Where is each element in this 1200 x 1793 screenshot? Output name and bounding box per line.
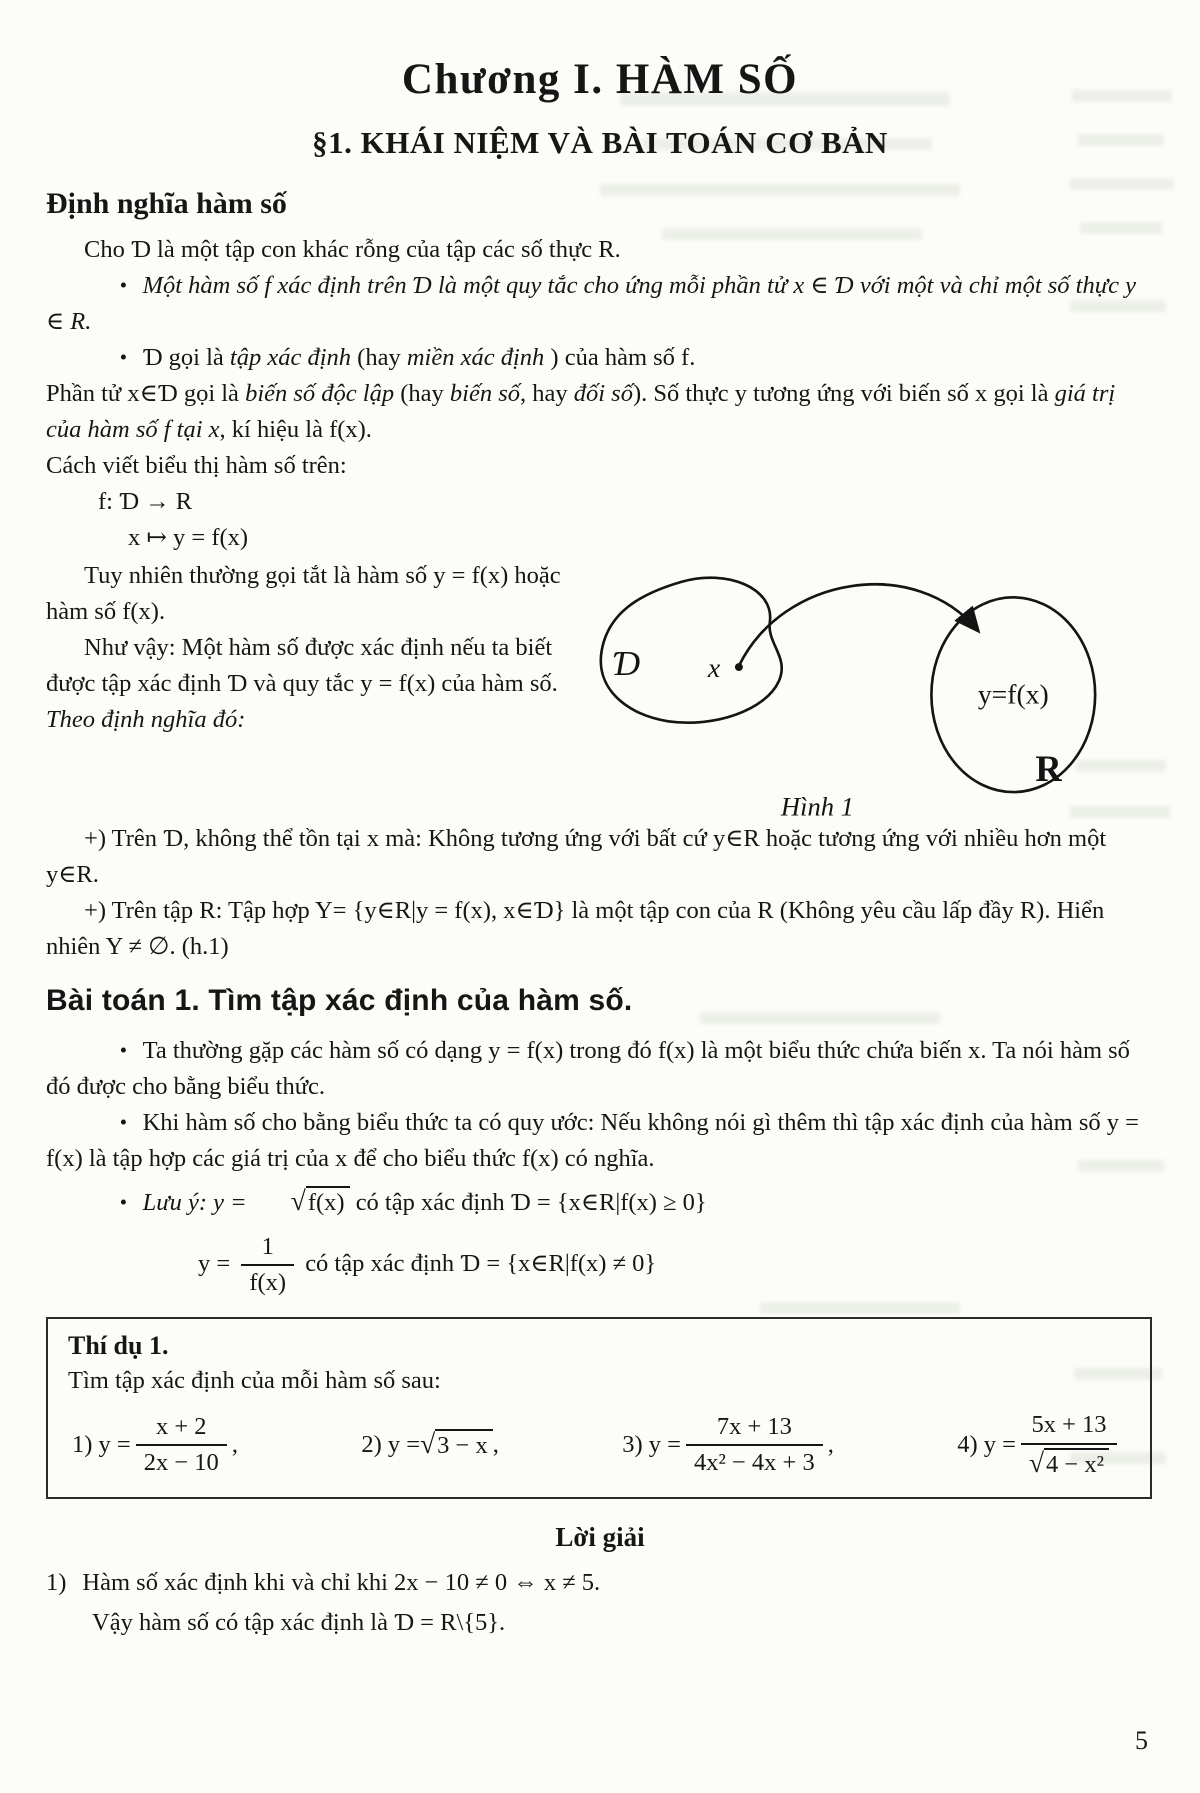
fraction [1021,1411,1117,1479]
element-x-dot [735,663,743,671]
formula-3 [622,1411,834,1479]
x-label: x [707,652,721,684]
formula-label: 3) y = [622,1431,681,1459]
figure-caption: Hình 1 [780,791,854,821]
bullet-icon: • [119,346,128,370]
paragraph-p1: Cho Ɗ là một tập con khác rỗng của tập các số thực R. [84,236,621,263]
fx-label: y=f(x) [977,678,1049,710]
solution-heading: Lời giải [555,1522,645,1553]
paragraph-p9: +) Trên Ɗ, không thể tồn tại x mà: Không tương ứng với bất cứ y∈R hoặc tương ứng với nhiều hơn một y∈R. [46,825,1107,888]
formula-1 [72,1411,238,1479]
sqrt-expression [253,1183,350,1221]
text-segment: có tập xác định Ɗ = {x∈R|f(x) ≥ 0} [349,1189,707,1216]
fraction [136,1413,227,1477]
text-segment: , kí hiệu là f(x). [219,416,372,443]
paragraph-b2 [46,1105,1154,1177]
italic-segment: miền xác định [406,344,545,371]
formula-label: 2) y = [361,1431,421,1459]
sqrt-radicand: f(x) [306,1186,350,1216]
formula-label: 1) y = [72,1431,131,1459]
sqrt-icon: √ [1028,1447,1045,1478]
formula-4 [957,1409,1122,1481]
text-segment: , [827,1431,834,1459]
paragraph-p4 [46,376,1154,448]
bullet-icon: • [119,1039,128,1063]
mapping-notation-line2: x ↦ y = f(x) [128,524,249,551]
paragraph-p10: +) Trên tập R: Tập hợp Y= {y∈R|y = f(x), x∈Ɗ} là một tập con của R (Không yêu cầu lấp đầy R). Hiển nhiên Y ≠ ∅. (h.1) [46,897,1105,960]
sqrt-expression [420,1426,493,1464]
sqrt-icon: √ [290,1186,306,1216]
bleed-artifact [760,1302,960,1314]
text-segment: Phần tử x∈Ɗ gọi là [46,380,246,407]
function-mapping-diagram [584,564,1104,821]
italic-segment: Một hàm số f xác định trên Ɗ là một quy tắc cho ứng mỗi phần tử x ∈ Ɗ với một và chỉ một số thực y ∈ R. [46,272,1136,335]
example-intro: Tìm tập xác định của mỗi hàm số sau: [68,1367,441,1395]
bullet-icon: • [119,1191,128,1215]
note-line-sqrt [46,1183,1154,1221]
example-title: Thí dụ 1. [68,1331,169,1361]
fraction-denominator: 2x − 10 [136,1444,227,1477]
formula-label: 4) y = [957,1431,1016,1459]
text-segment: , hay [519,380,574,407]
sqrt-radicand: 3 − x [435,1429,493,1459]
paragraph-p7: Như vậy: Một hàm số được xác định nếu ta biết được tập xác định Ɗ và quy tắc y = f(x) của hàm số. [46,634,558,697]
page-number: 5 [1135,1726,1148,1755]
section-title: §1. KHÁI NIỆM VÀ BÀI TOÁN CƠ BẢN [312,125,888,160]
text-segment: (hay [394,380,450,407]
fraction-numerator: x + 2 [155,1413,207,1441]
fraction-numerator: 5x + 13 [1031,1411,1107,1439]
fraction-numerator: 1 [261,1233,274,1260]
text-segment: y = [198,1249,237,1277]
paragraph-p3 [46,340,1154,376]
paragraph-b1 [46,1033,1154,1105]
fraction [686,1413,823,1477]
example-box [46,1317,1152,1499]
text-segment: Ɗ gọi là [142,344,230,371]
text-segment: Khi hàm số cho bằng biểu thức ta có quy ước: Nếu không nói gì thêm thì tập xác định của hàm số y = f(x) là tập hợp các giá trị của x để cho biểu thức f(x) có nghĩa. [46,1109,1139,1172]
paragraph-p5: Cách viết biểu thị hàm số trên: [46,452,347,479]
italic-segment: biến số độc lập [245,380,395,407]
text-segment: Hàm số xác định khi và chỉ khi 2x − 10 ≠ 0 ⇔ x ≠ 5. [82,1569,601,1597]
text-segment: Ta thường gặp các hàm số có dạng y = f(x) trong đó f(x) là một biểu thức chứa biến x. Ta nói hàm số đó được cho bằng biểu thức. [46,1037,1130,1100]
text-segment: (hay [351,344,407,371]
mapping-arrow [739,584,978,666]
note-label: Lưu ý: y = [142,1189,253,1216]
note-line-fraction [46,1231,1154,1299]
sqrt-icon: √ [420,1429,436,1460]
italic-segment: biến số [449,380,520,407]
text-segment: ) của hàm số f. [544,344,696,371]
solution-line-2: Vậy hàm số có tập xác định là Ɗ = R\{5}. [92,1609,506,1637]
solution-item-number: 1) [46,1569,67,1597]
text-segment: có tập xác định Ɗ = {x∈R|f(x) ≠ 0} [299,1249,657,1277]
italic-segment: tập xác định [229,344,352,371]
text-segment: ). Số thực y tương ứng với biến số x gọi là [632,380,1055,407]
italic-segment: đối số [573,380,633,407]
paragraph-p2 [46,268,1154,340]
fraction-denominator: f(x) [241,1264,294,1297]
figure-hinh-1 [566,558,1154,821]
r-label: R [1035,748,1062,790]
fraction [241,1233,294,1297]
domain-label: Ɗ [612,642,641,683]
bullet-icon: • [119,274,128,298]
text-segment: , [231,1431,238,1459]
fraction-denominator [1021,1443,1117,1480]
chapter-title: Chương I. HÀM SỐ [401,56,799,103]
paragraph-p8: Theo định nghĩa đó: [46,706,246,733]
sqrt-radicand: 4 − x² [1044,1448,1109,1478]
definition-heading: Định nghĩa hàm số [46,187,287,220]
problem-1-heading: Bài toán 1. Tìm tập xác định của hàm số. [46,984,633,1017]
sqrt-expression [1029,1448,1109,1480]
example-formula-row [68,1409,1130,1481]
bullet-icon: • [119,1111,128,1135]
italic-segment: giá trị của hàm số f tại x [46,380,1116,443]
figure-side-text [46,558,566,821]
fraction-denominator: 4x² − 4x + 3 [686,1444,823,1477]
paragraph-p6: Tuy nhiên thường gọi tắt là hàm số y = f(x) hoặc hàm số f(x). [46,562,561,625]
solution-line-1 [46,1565,1154,1601]
formula-2 [361,1426,499,1464]
fraction-numerator: 7x + 13 [716,1413,792,1441]
text-segment: , [492,1431,499,1459]
figure-row [46,558,1154,821]
mapping-notation-line1: f: Ɗ → R [98,488,193,515]
